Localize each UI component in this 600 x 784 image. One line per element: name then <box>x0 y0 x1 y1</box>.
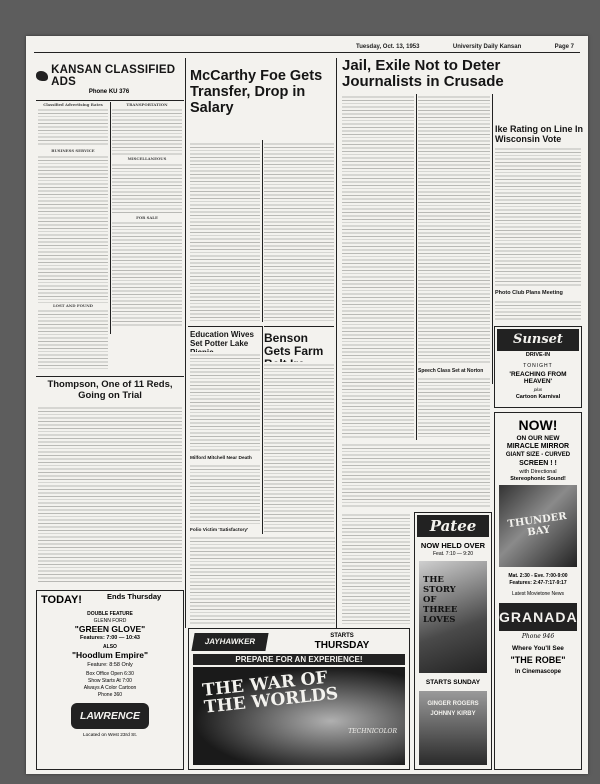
patee-times: Feat. 7:10 — 9:20 <box>432 551 474 557</box>
headline-folio: Folio Victim 'Satisfactory' <box>190 528 249 533</box>
ad-sunset <box>494 326 582 408</box>
sunset-title: Sunset <box>513 332 563 347</box>
rates-heading: Classified Advertising Rates <box>43 103 103 107</box>
granada-times2: Features: 2:47-7:17-9:17 <box>509 580 567 586</box>
ad-lawrence <box>36 590 184 770</box>
patee-poster-2 <box>419 691 487 765</box>
granada-phone: Phone 946 <box>521 633 555 640</box>
classifieds-lost-found <box>38 304 108 374</box>
newspaper-page <box>26 36 588 774</box>
granada-tagline: Where You'll See <box>512 645 564 652</box>
lawrence-also: ALSO <box>103 644 117 650</box>
section-lost-found: LOST AND FOUND <box>53 304 93 308</box>
article-thompson-text <box>38 405 182 583</box>
headline-benson: Benson Gets Farm <box>264 331 324 358</box>
granada-logo: GRANADA <box>499 603 577 631</box>
lawrence-ends: Ends Thursday <box>107 592 162 601</box>
granada-tagline2: "THE ROBE" <box>510 655 566 665</box>
lawrence-times1: Features: 7:00 — 10:43 <box>80 635 140 641</box>
sunset-tonight: TONIGHT <box>523 363 553 369</box>
jayhawker-starts: STARTS <box>330 633 354 639</box>
lawrence-today: TODAY! <box>41 594 82 606</box>
header-rule <box>34 52 580 53</box>
article-benson-text <box>264 362 334 532</box>
patee-film: THE STORY OF THREE LOVES <box>423 575 458 625</box>
granada-line5: with Directional <box>519 469 557 475</box>
section-miscellaneous: MISCELLANEOUS <box>127 156 167 162</box>
lawrence-address: Located on West 23rd St. <box>82 733 138 738</box>
granada-news: Latest Movietone News <box>512 591 564 597</box>
article-mccarthy-col2 <box>264 141 334 321</box>
article-jail-col1 <box>342 94 414 438</box>
patee-star-1: GINGER ROGERS <box>427 701 479 707</box>
lawrence-star: GLENN FORD <box>93 618 127 624</box>
granada-line1: ON OUR NEW <box>516 435 560 442</box>
granada-poster <box>499 485 577 567</box>
article-milford-text <box>190 463 260 525</box>
article-wives-text <box>190 352 260 452</box>
classifieds-masthead <box>36 64 182 95</box>
headline-milford: Milford Mitchell Near Death <box>190 456 252 461</box>
lawrence-film1: "GREEN GLOVE" <box>74 624 146 634</box>
lawrence-double: DOUBLE FEATURE <box>87 611 133 617</box>
lawrence-color: Always A Color Cartoon <box>83 685 137 691</box>
ad-jayhawker <box>188 628 410 770</box>
article-column-filler <box>342 512 410 624</box>
lawrence-phone: Phone 360 <box>97 692 123 698</box>
headline-jail: Jail, Exile Not to Deter Journalists in Crusade <box>342 57 504 90</box>
business-heading: BUSINESS SERVICE <box>51 148 95 154</box>
section-for-sale: FOR SALE <box>136 214 158 220</box>
page-header <box>356 44 574 50</box>
jayhawk-icon <box>36 71 48 81</box>
patee-title: Patee <box>429 517 477 535</box>
article-jail-col2 <box>418 94 490 364</box>
patee-starts: STARTS SUNDAY <box>425 679 481 686</box>
sunset-cartoon: Cartoon Karnival <box>515 394 561 400</box>
granada-line3: GIANT SIZE - CURVED <box>505 452 571 458</box>
classifieds-phone: Phone KU 376 <box>88 89 130 95</box>
granada-film: THUNDER BAY <box>507 510 568 539</box>
sunset-plus: plus <box>533 387 543 392</box>
jayhawker-logo: JAYHAWKER <box>191 633 268 651</box>
lawrence-shows: Show Starts At 7:00 <box>88 678 132 684</box>
article-speech-text <box>418 376 490 438</box>
article-jail-continued <box>342 442 490 508</box>
classifieds-column-2 <box>112 103 182 333</box>
granada-line6: Stereophonic Sound! <box>510 476 566 482</box>
lawrence-logo: LAWRENCE <box>71 703 149 729</box>
jayhawker-tagline: PREPARE FOR AN EXPERIENCE! <box>193 654 405 665</box>
article-mccarthy-col1 <box>190 141 260 321</box>
section-transportation: TRANSPORTATION <box>126 103 168 107</box>
granada-line4: SCREEN ! ! <box>519 460 557 467</box>
article-ike-text <box>495 146 581 286</box>
jayhawker-technicolor: TECHNICOLOR <box>348 728 397 735</box>
jayhawker-poster <box>193 667 405 765</box>
headline-ike: Ike Rating on Line In Wisconsin Vote <box>495 124 584 144</box>
sunset-film: 'REACHING FROM HEAVEN' <box>509 371 567 385</box>
granada-line2: MIRACLE MIRROR <box>506 443 570 450</box>
patee-star-2: JOHNNY KIRBY <box>430 711 476 717</box>
granada-tagline3: In Cinemascope <box>514 669 561 675</box>
jayhawker-day: THURSDAY <box>314 640 370 651</box>
patee-poster <box>419 561 487 673</box>
granada-now: NOW! <box>518 417 558 433</box>
header-page: Page 7 <box>554 44 574 50</box>
lawrence-box-office: Box Office Open 6:30 <box>86 671 134 677</box>
classifieds-title: KANSAN CLASSIFIED ADS <box>51 64 176 88</box>
lawrence-film2: "Hoodlum Empire" <box>71 650 149 660</box>
headline-thompson: Thompson, One of 11 Reds, Going on Trial <box>47 379 173 401</box>
headline-mccarthy: McCarthy Foe Gets Transfer, Drop in Salary <box>190 68 323 116</box>
headline-wives: Education Wives Set Potter Lake <box>190 330 254 348</box>
classifieds-column-1 <box>38 103 108 303</box>
headline-photo-club: Photo Club Plans Meeting <box>495 290 563 296</box>
header-date: Tuesday, Oct. 13, 1953 <box>356 44 420 50</box>
article-folio-text <box>190 535 335 625</box>
header-paper: University Daily Kansan <box>452 44 522 50</box>
sunset-kind: DRIVE-IN <box>525 352 551 358</box>
granada-times: Mat. 2:30 - Eve. 7:00-9:00 <box>508 573 568 579</box>
patee-now: NOW HELD OVER <box>420 541 486 550</box>
ad-granada <box>494 412 582 770</box>
jayhawker-film: THE WAR OF THE WORLDS <box>201 667 340 718</box>
lawrence-feature-time: Feature: 8:58 Only <box>87 662 133 668</box>
headline-speech: Speech Class Set at Norton <box>418 368 484 374</box>
article-photo-club-text <box>495 299 581 321</box>
ad-patee <box>414 512 492 770</box>
